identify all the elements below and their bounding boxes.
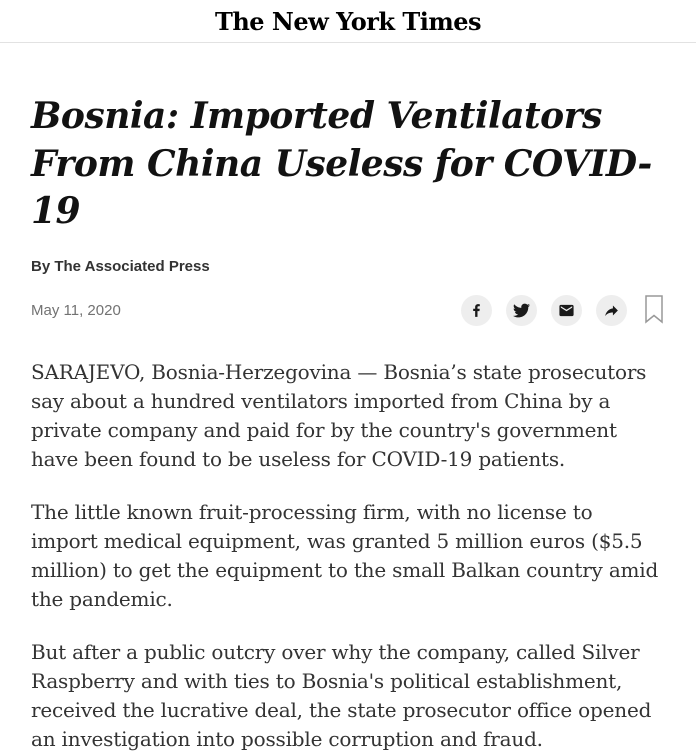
- article-body: [31, 358, 665, 754]
- article-paragraph-3: But after a public outcry over why the company, called Silver Raspberry and with ties to Bosnia's political establishment, received the lucrative deal, the state prosecutor office opened an investigation into possible corruption and fraud.: [31, 639, 652, 751]
- article-paragraph-2: The little known fruit-processing firm, with no license to import medical equipment, was granted 5 million euros ($5.5 million) to get the equipment to the small Balkan country amid the pandemic.: [31, 499, 659, 611]
- byline: By The Associated Press: [31, 257, 210, 275]
- share-toolbar: [461, 294, 665, 327]
- facebook-share-button[interactable]: [461, 295, 492, 326]
- bookmark-icon: [643, 294, 665, 327]
- email-share-button[interactable]: [551, 295, 582, 326]
- publish-date: May 11, 2020: [31, 301, 121, 319]
- share-arrow-icon: [603, 302, 620, 319]
- article-paragraph-1: SARAJEVO, Bosnia-Herzegovina — Bosnia’s state prosecutors say about a hundred ventilators imported from China by a private company and paid for by the country's government have been found to be useless for COVID-19 patients.: [31, 359, 647, 471]
- save-bookmark-button[interactable]: [643, 294, 665, 327]
- nyt-logo[interactable]: The New York Times: [215, 7, 481, 36]
- masthead: [0, 0, 696, 43]
- twitter-share-button[interactable]: [506, 295, 537, 326]
- twitter-icon: [513, 302, 530, 319]
- article-page: [0, 93, 696, 754]
- headline: Bosnia: Imported Ventilators From China Useless for COVID-19: [31, 95, 652, 233]
- email-icon: [558, 302, 575, 319]
- share-button[interactable]: [596, 295, 627, 326]
- meta-row: [31, 294, 665, 327]
- facebook-icon: [468, 302, 485, 319]
